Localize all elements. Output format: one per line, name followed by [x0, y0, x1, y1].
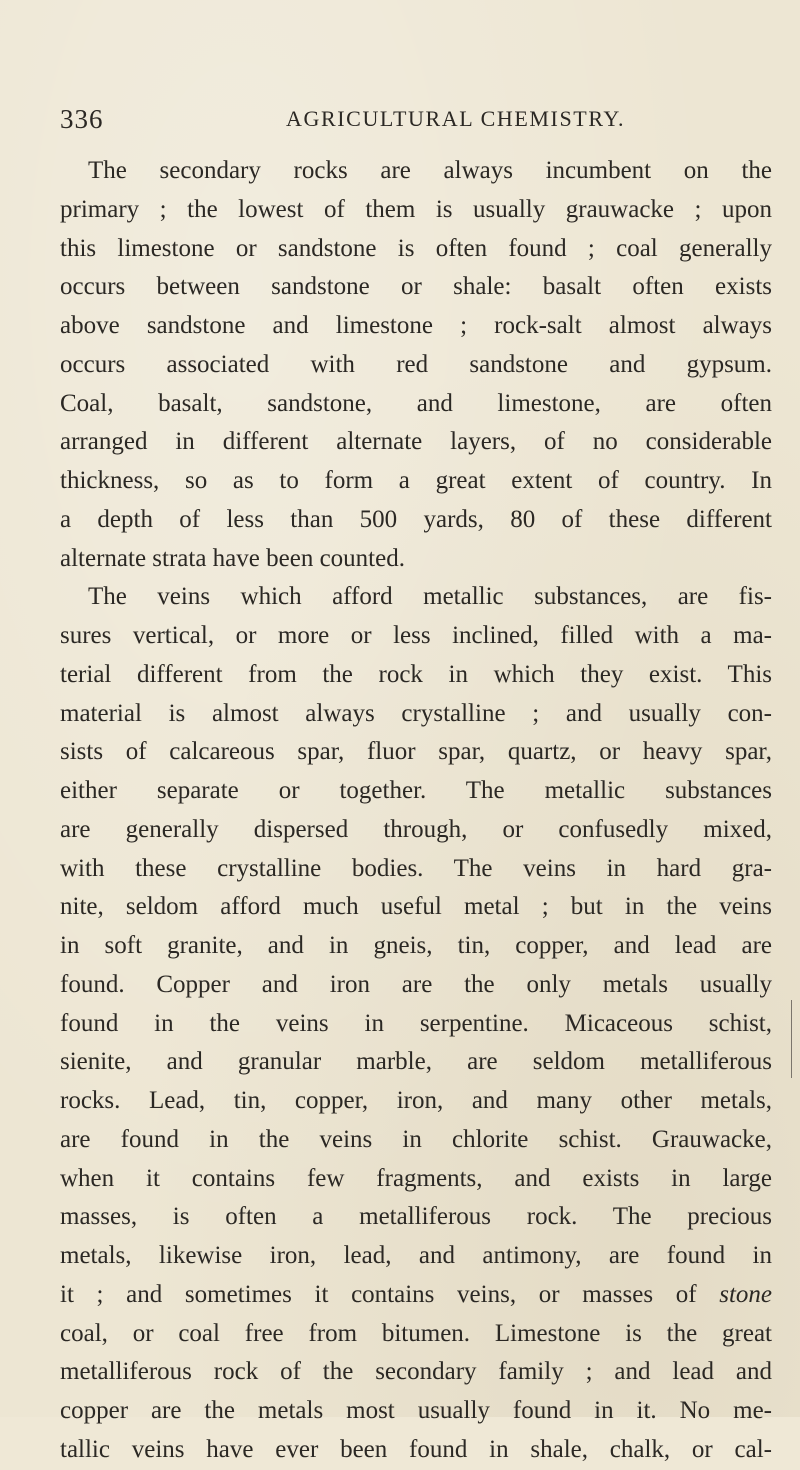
- text-line: when it contains few fragments, and exists in large: [60, 1164, 772, 1192]
- text-line: Coal, basalt, sandstone, and limestone, are often: [60, 389, 772, 417]
- running-head: [60, 104, 770, 138]
- text-line: material is almost always crystalline ; and usually con-: [60, 699, 772, 727]
- text-line: with these crystalline bodies. The veins in hard gra-: [60, 854, 772, 882]
- text-line: primary ; the lowest of them is usually grauwacke ; upon: [60, 195, 772, 223]
- text-line: metalliferous rock of the secondary family ; and lead and: [60, 1358, 772, 1386]
- page-number: 336: [60, 104, 104, 134]
- text-line: this limestone or sandstone is often found ; coal generally: [60, 234, 772, 262]
- text-line: nite, seldom afford much useful metal ; but in the veins: [60, 893, 772, 921]
- text-line: tallic veins have ever been found in shale, chalk, or cal-: [60, 1435, 772, 1463]
- text-line: copper are the metals most usually found in it. No me-: [60, 1397, 772, 1424]
- text-line: sists of calcareous spar, fluor spar, quartz, or heavy spar,: [60, 738, 772, 766]
- text-line: are found in the veins in chlorite schist. Grauwacke,: [60, 1125, 772, 1153]
- text-line: rocks. Lead, tin, copper, iron, and many other metals,: [60, 1087, 772, 1114]
- text-line: occurs associated with red sandstone and gypsum.: [60, 350, 772, 378]
- text-line: metals, likewise iron, lead, and antimony, are found in: [60, 1242, 772, 1269]
- text-line: either separate or together. The metallic substances: [60, 777, 772, 804]
- text-line: are generally dispersed through, or confusedly mixed,: [60, 815, 772, 843]
- text-line: found in the veins in serpentine. Micaceous schist,: [60, 1009, 772, 1037]
- text-line: alternate strata have been counted.: [60, 544, 405, 572]
- text-line: above sandstone and limestone ; rock-salt almost always: [60, 312, 772, 339]
- text-line: sures vertical, or more or less inclined, filled with a ma-: [60, 622, 772, 649]
- paragraph-secondary-rocks: [60, 152, 772, 578]
- text-line: coal, or coal free from bitumen. Limestone is the great: [60, 1319, 772, 1347]
- text-line: sienite, and granular marble, are seldom metalliferous: [60, 1048, 772, 1076]
- text-line: The secondary rocks are always incumbent on the: [88, 157, 772, 184]
- body-text: [60, 152, 772, 1470]
- text-line: terial different from the rock in which they exist. This: [60, 660, 772, 688]
- text-line: found. Copper and iron are the only metals usually: [60, 970, 772, 998]
- paragraph-metallic-veins: [60, 578, 772, 1469]
- text-line-part: it ; and sometimes it contains veins, or masses of: [60, 1280, 720, 1308]
- text-line: occurs between sandstone or shale: basalt often exists: [60, 273, 772, 301]
- running-title: AGRICULTURAL CHEMISTRY.: [286, 106, 626, 131]
- text-line: masses, is often a metalliferous rock. The precious: [60, 1203, 772, 1231]
- text-line: a depth of less than 500 yards, 80 of these different: [60, 505, 772, 533]
- text-line-with-italic: [60, 1276, 772, 1315]
- italic-word: stone: [719, 1280, 772, 1308]
- text-line: thickness, so as to form a great extent of country. In: [60, 467, 772, 494]
- text-line: in soft granite, and in gneis, tin, copper, and lead are: [60, 932, 772, 959]
- text-line: The veins which afford metallic substances, are fis-: [88, 583, 772, 611]
- text-line: arranged in different alternate layers, of no considerable: [60, 428, 772, 456]
- page-edge-shadow: [791, 1000, 792, 1078]
